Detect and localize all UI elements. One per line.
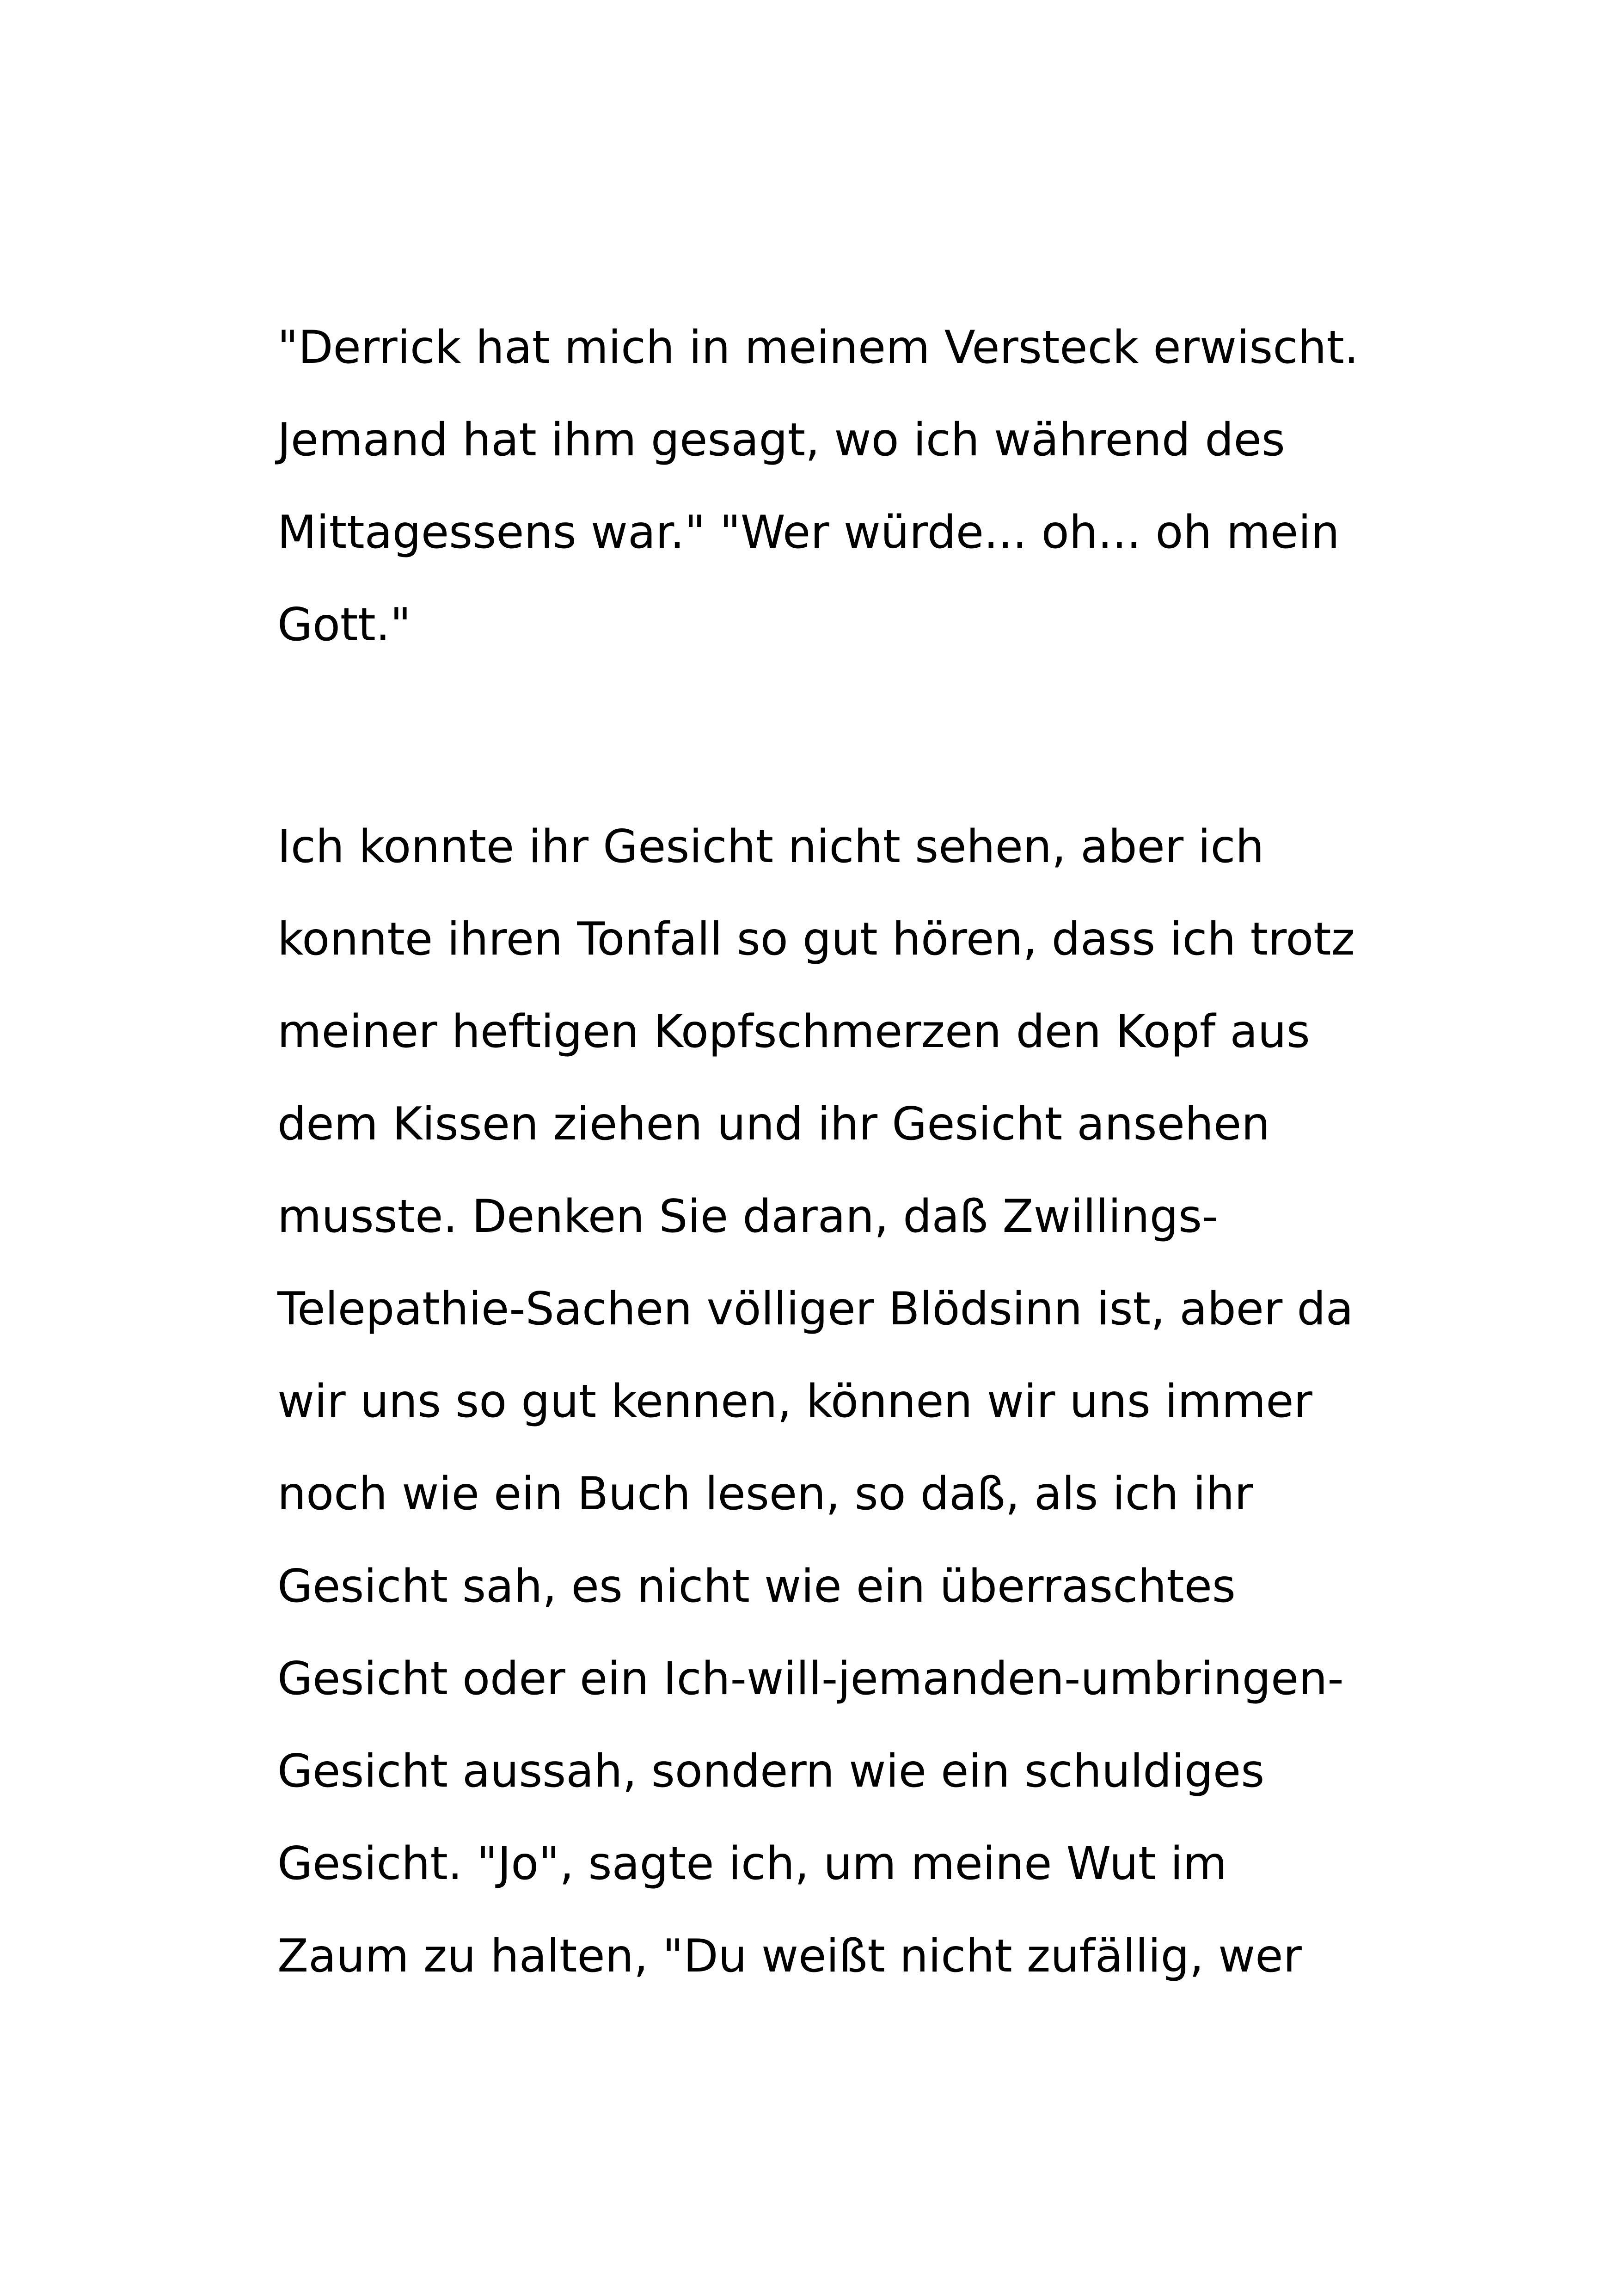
text-line: noch wie ein Buch lesen, so daß, als ich ihr bbox=[277, 1468, 1253, 1520]
text-line: Mittagessens war." "Wer würde... oh... oh mein bbox=[277, 506, 1340, 559]
text-line: Gesicht oder ein Ich-will-jemanden-umbringen- bbox=[277, 1653, 1344, 1705]
text-line: Gesicht. "Jo", sagte ich, um meine Wut im bbox=[277, 1837, 1227, 1890]
text-line: Telepathie-Sachen völliger Blödsinn ist, aber da bbox=[277, 1283, 1354, 1335]
text-line: Ich konnte ihr Gesicht nicht sehen, aber ich bbox=[277, 820, 1264, 873]
paragraph bbox=[277, 801, 1387, 2002]
text-line: Gesicht aussah, sondern wie ein schuldiges bbox=[277, 1745, 1265, 1798]
paragraph bbox=[277, 301, 1387, 671]
text-line: Gesicht sah, es nicht wie ein überraschtes bbox=[277, 1560, 1236, 1613]
text-line: Gott." bbox=[277, 599, 411, 651]
text-line: "Derrick hat mich in meinem Versteck erwischt. bbox=[277, 321, 1359, 374]
text-line: musste. Denken Sie daran, daß Zwillings- bbox=[277, 1190, 1219, 1243]
text-line: dem Kissen ziehen und ihr Gesicht ansehen bbox=[277, 1098, 1270, 1151]
text-line: Jemand hat ihm gesagt, wo ich während des bbox=[277, 414, 1285, 466]
text-line: wir uns so gut kennen, können wir uns immer bbox=[277, 1375, 1312, 1428]
text-line: Zaum zu halten, "Du weißt nicht zufällig, wer bbox=[277, 1930, 1302, 1983]
text-line: konnte ihren Tonfall so gut hören, dass ich trotz bbox=[277, 913, 1355, 966]
text-line: meiner heftigen Kopfschmerzen den Kopf aus bbox=[277, 1005, 1310, 1058]
